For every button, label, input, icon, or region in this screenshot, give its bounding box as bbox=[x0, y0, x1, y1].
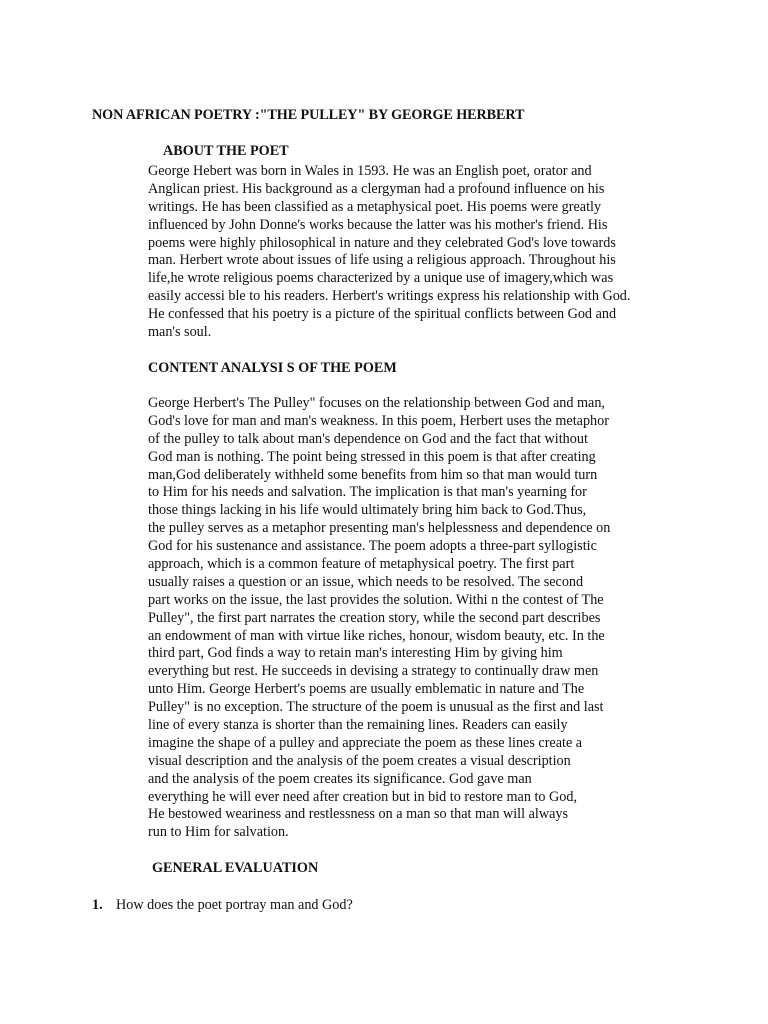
content-analysis-paragraph bbox=[148, 395, 688, 842]
paragraph-line: man. Herbert wrote about issues of life using a religious approach. Throughout his bbox=[148, 252, 616, 269]
paragraph-line: an endowment of man with virtue like riches, honour, wisdom beauty, etc. In the bbox=[148, 627, 605, 644]
paragraph-line: everything he will ever need after creation but in bid to restore man to God, bbox=[148, 788, 578, 805]
question-text: How does the poet portray man and God? bbox=[116, 897, 353, 913]
about-poet-heading: ABOUT THE POET bbox=[163, 143, 289, 159]
question-number: 1. bbox=[92, 897, 103, 913]
paragraph-line: everything but rest. He succeeds in devising a strategy to continually draw men bbox=[148, 663, 599, 680]
paragraph-line: writings. He has been classified as a metaphysical poet. His poems were greatly bbox=[148, 198, 602, 215]
paragraph-line: to Him for his needs and salvation. The implication is that man's yearning for bbox=[148, 484, 587, 501]
paragraph-line: He confessed that his poetry is a picture of the spiritual conflicts between God and bbox=[148, 306, 617, 323]
paragraph-line: part works on the issue, the last provides the solution. Withi n the contest of The bbox=[148, 591, 604, 608]
evaluation-question bbox=[92, 897, 353, 914]
paragraph-line: God for his sustenance and assistance. The poem adopts a three-part syllogistic bbox=[148, 538, 597, 555]
content-analysis-heading: CONTENT ANALYSI S OF THE POEM bbox=[148, 360, 397, 376]
paragraph-line: approach, which is a common feature of metaphysical poetry. The first part bbox=[148, 556, 575, 573]
paragraph-line: influenced by John Donne's works because the latter was his mother's friend. His bbox=[148, 216, 608, 233]
paragraph-line: usually raises a question or an issue, which needs to be resolved. The second bbox=[148, 573, 584, 590]
paragraph-line: of the pulley to talk about man's dependence on God and the fact that without bbox=[148, 430, 588, 447]
paragraph-line: man's soul. bbox=[148, 324, 212, 341]
paragraph-line: visual description and the analysis of the poem creates a visual description bbox=[148, 752, 571, 769]
paragraph-line: easily accessi ble to his readers. Herbert's writings express his relationship with God. bbox=[148, 288, 631, 305]
paragraph-line: third part, God finds a way to retain man's interesting Him by giving him bbox=[148, 645, 563, 662]
paragraph-line: unto Him. George Herbert's poems are usually emblematic in nature and The bbox=[148, 681, 585, 698]
paragraph-line: imagine the shape of a pulley and appreciate the poem as these lines create a bbox=[148, 734, 583, 751]
paragraph-line: man,God deliberately withheld some benefits from him so that man would turn bbox=[148, 466, 598, 483]
paragraph-line: Pulley" is no exception. The structure of the poem is unusual as the first and last bbox=[148, 699, 604, 716]
paragraph-line: God man is nothing. The point being stressed in this poem is that after creating bbox=[148, 448, 596, 465]
paragraph-line: life,he wrote religious poems characterized by a unique use of imagery,which was bbox=[148, 270, 614, 287]
general-evaluation-heading: GENERAL EVALUATION bbox=[152, 860, 319, 876]
paragraph-line: those things lacking in his life would ultimately bring him back to God.Thus, bbox=[148, 502, 587, 519]
paragraph-line: George Hebert was born in Wales in 1593. He was an English poet, orator and bbox=[148, 163, 592, 179]
about-poet-paragraph bbox=[148, 163, 688, 342]
paragraph-line: run to Him for salvation. bbox=[148, 824, 289, 841]
paragraph-line: Pulley", the first part narrates the creation story, while the second part describes bbox=[148, 609, 601, 626]
paragraph-line: the pulley serves as a metaphor presenting man's helplessness and dependence on bbox=[148, 520, 611, 537]
document-title: NON AFRICAN POETRY :"THE PULLEY" BY GEORGE HERBERT bbox=[92, 107, 525, 123]
paragraph-line: Anglican priest. His background as a clergyman had a profound influence on his bbox=[148, 180, 605, 197]
paragraph-line: line of every stanza is shorter than the remaining lines. Readers can easily bbox=[148, 717, 568, 734]
paragraph-line: God's love for man and man's weakness. In this poem, Herbert uses the metaphor bbox=[148, 412, 609, 429]
paragraph-line: He bestowed weariness and restlessness on a man so that man will always bbox=[148, 806, 569, 823]
paragraph-line: and the analysis of the poem creates its significance. God gave man bbox=[148, 770, 532, 787]
paragraph-line: George Herbert's The Pulley" focuses on the relationship between God and man, bbox=[148, 395, 605, 411]
paragraph-line: poems were highly philosophical in nature and they celebrated God's love towards bbox=[148, 234, 616, 251]
